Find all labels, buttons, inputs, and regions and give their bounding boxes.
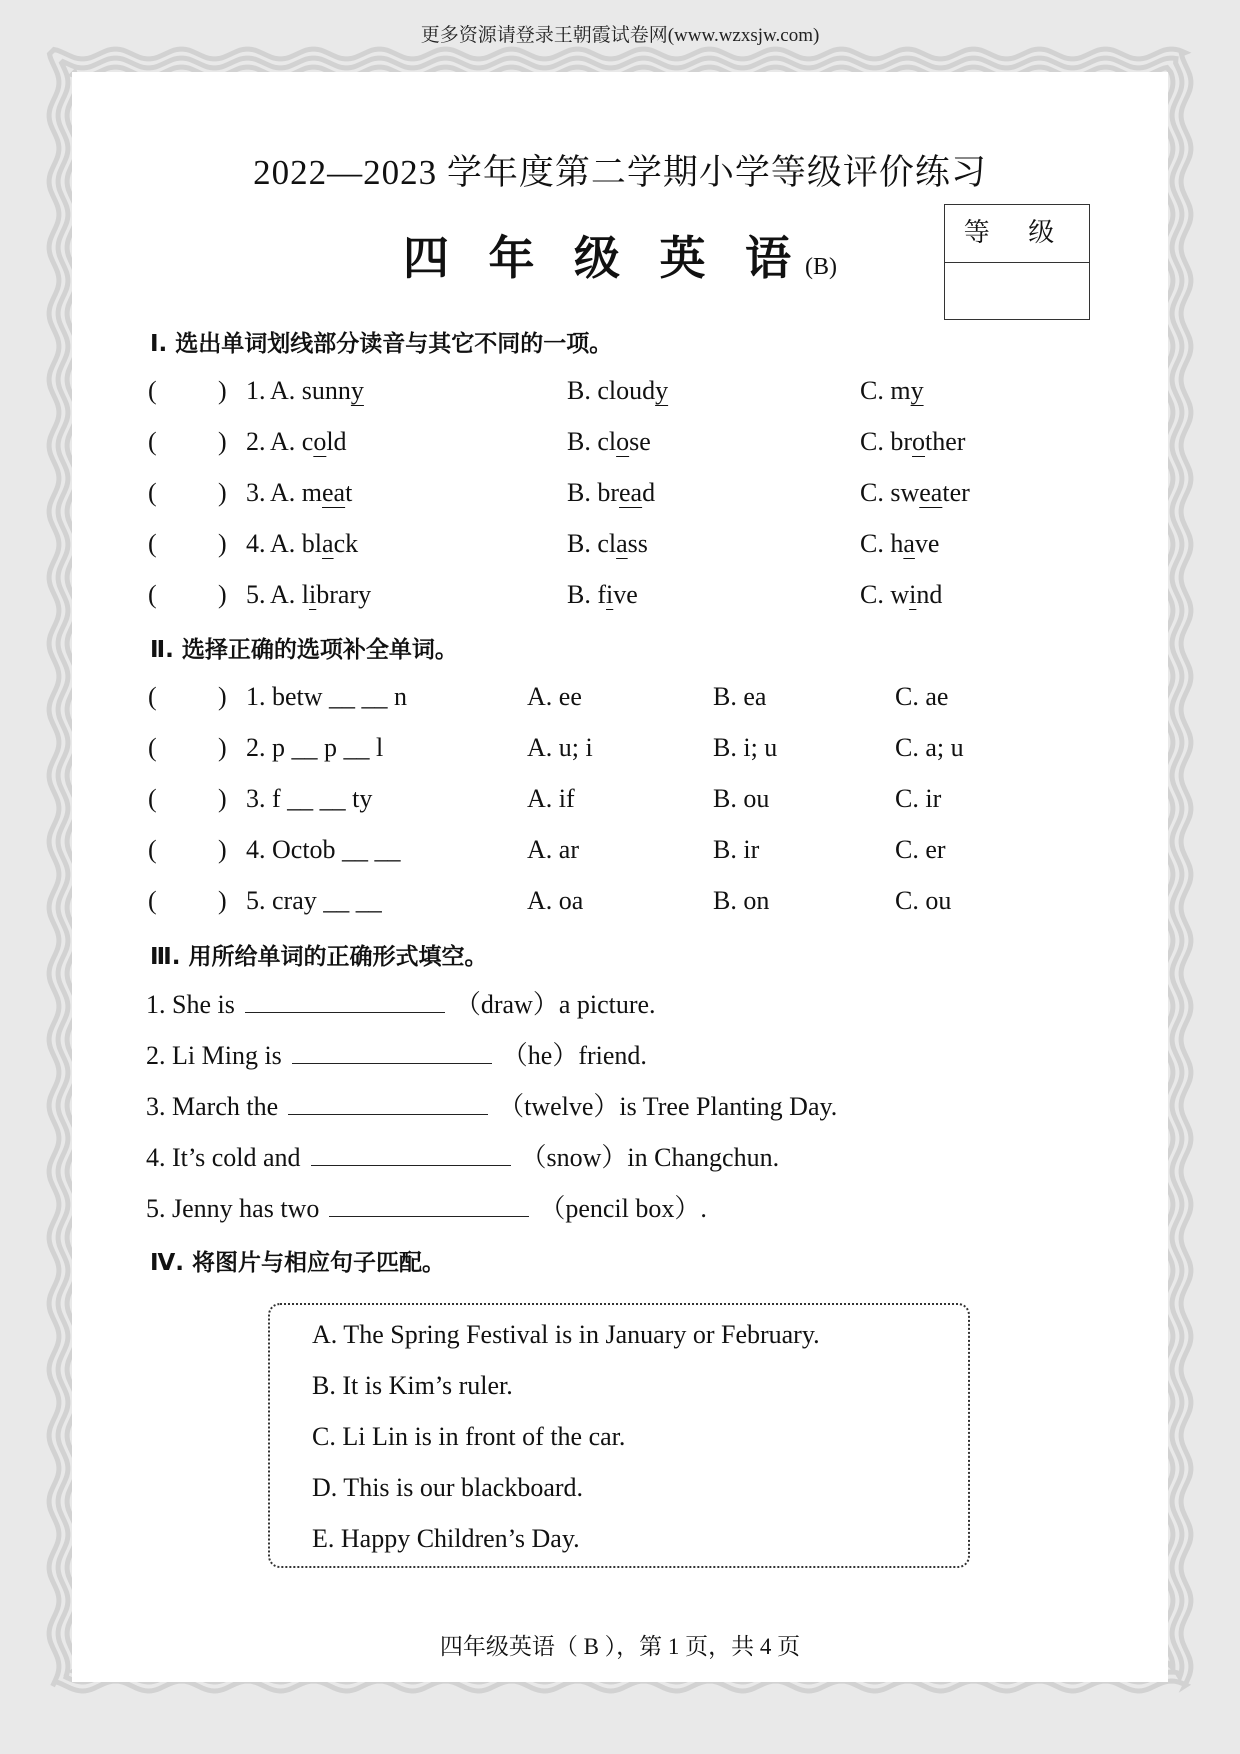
option-a: A. ee bbox=[527, 682, 582, 711]
fill-blank-question bbox=[146, 989, 656, 1020]
hint-text: （draw）a picture. bbox=[454, 990, 656, 1019]
option-b: B. ea bbox=[713, 682, 767, 711]
option-b: B. i; u bbox=[713, 733, 778, 762]
hint-text: （he）friend. bbox=[501, 1041, 647, 1070]
exam-title: 2022—2023 学年度第二学期小学等级评价练习 bbox=[253, 153, 987, 192]
answer-paren-open[interactable]: ( bbox=[148, 580, 157, 609]
option-letter: C. bbox=[860, 427, 884, 456]
option-c: C. er bbox=[895, 835, 946, 864]
option-letter: A. bbox=[270, 580, 296, 609]
section-heading: Ⅲ. 用所给单词的正确形式填空。 bbox=[150, 944, 488, 970]
section-heading: Ⅰ. 选出单词划线部分读音与其它不同的一项。 bbox=[150, 331, 613, 357]
word-part: f bbox=[597, 580, 607, 609]
underlined-letters: ea bbox=[619, 478, 643, 507]
word-part: c bbox=[301, 427, 314, 456]
question-word: 2. p __ p __ l bbox=[246, 733, 384, 762]
question-number: 3. bbox=[246, 478, 266, 507]
word-part: d bbox=[642, 478, 656, 507]
answer-paren-close[interactable]: ) bbox=[218, 835, 227, 864]
grade-label: 等 级 bbox=[945, 205, 1089, 263]
fill-blank-question bbox=[146, 1142, 779, 1173]
answer-paren-close[interactable]: ) bbox=[218, 733, 227, 762]
question-word: 3. f __ __ ty bbox=[246, 784, 373, 813]
answer-paren-close[interactable]: ) bbox=[218, 784, 227, 813]
word-part: nd bbox=[916, 580, 943, 609]
option-c: C. ou bbox=[895, 886, 952, 915]
option bbox=[567, 478, 655, 508]
answer-blank[interactable] bbox=[245, 989, 445, 1013]
option-letter: A. bbox=[270, 376, 296, 405]
word-part: cl bbox=[597, 427, 617, 456]
word-part: bl bbox=[301, 529, 323, 558]
option bbox=[567, 529, 648, 559]
answer-paren-close[interactable]: ) bbox=[218, 682, 227, 711]
option-letter: A. bbox=[270, 529, 296, 558]
fill-blank-question bbox=[146, 1091, 837, 1122]
answer-paren-open[interactable]: ( bbox=[148, 835, 157, 864]
option-letter: A. bbox=[270, 478, 296, 507]
question-number: 2. bbox=[246, 427, 266, 456]
answer-paren-close[interactable]: ) bbox=[218, 580, 227, 609]
answer-blank[interactable] bbox=[292, 1040, 492, 1064]
option bbox=[270, 427, 347, 457]
matching-sentence: B. It is Kim’s ruler. bbox=[312, 1371, 513, 1400]
answer-paren-open[interactable]: ( bbox=[148, 886, 157, 915]
question-number: 5. bbox=[246, 580, 266, 609]
question-word: 1. betw __ __ n bbox=[246, 682, 408, 711]
word-part: ve bbox=[914, 529, 940, 558]
question-text: 3. March the bbox=[146, 1092, 279, 1121]
option-a: A. if bbox=[527, 784, 575, 813]
word-part: brary bbox=[316, 580, 372, 609]
option-letter: C. bbox=[860, 580, 884, 609]
question-text: 1. She is bbox=[146, 990, 235, 1019]
hint-text: （snow）in Changchun. bbox=[520, 1143, 780, 1172]
underlined-letters: i bbox=[309, 580, 317, 609]
question-number: 1. bbox=[246, 376, 266, 405]
answer-paren-open[interactable]: ( bbox=[148, 784, 157, 813]
option bbox=[270, 580, 371, 610]
section-heading: Ⅳ. 将图片与相应句子匹配。 bbox=[150, 1250, 446, 1276]
grade-box bbox=[944, 204, 1090, 320]
option bbox=[860, 478, 970, 508]
option-a: A. oa bbox=[527, 886, 584, 915]
word-part: m bbox=[890, 376, 911, 405]
hint-text: （twelve）is Tree Planting Day. bbox=[498, 1092, 838, 1121]
answer-paren-close[interactable]: ) bbox=[218, 478, 227, 507]
option-letter: B. bbox=[567, 427, 591, 456]
question-text: 2. Li Ming is bbox=[146, 1041, 282, 1070]
option-c: C. ir bbox=[895, 784, 942, 813]
word-part: cloud bbox=[597, 376, 656, 405]
underlined-letters: a bbox=[903, 529, 915, 558]
option-letter: C. bbox=[860, 376, 884, 405]
word-part: ther bbox=[925, 427, 966, 456]
page-footer: 四年级英语（ B ），第 1 页，共 4 页 bbox=[439, 1634, 801, 1659]
matching-sentence: C. Li Lin is in front of the car. bbox=[312, 1422, 626, 1451]
option bbox=[270, 376, 364, 406]
option bbox=[567, 376, 668, 406]
word-part: cl bbox=[597, 529, 617, 558]
answer-paren-open[interactable]: ( bbox=[148, 529, 157, 558]
word-part: t bbox=[345, 478, 353, 507]
word-part: br bbox=[890, 427, 913, 456]
option-letter: C. bbox=[860, 478, 884, 507]
underlined-letters: y bbox=[655, 376, 669, 405]
answer-blank[interactable] bbox=[329, 1193, 529, 1217]
word-part: br bbox=[597, 478, 620, 507]
underlined-letters: a bbox=[616, 529, 628, 558]
answer-paren-open[interactable]: ( bbox=[148, 478, 157, 507]
option bbox=[567, 427, 651, 457]
matching-sentences-box bbox=[268, 1303, 970, 1568]
word-part: ve bbox=[613, 580, 638, 609]
word-part: ck bbox=[333, 529, 359, 558]
subject-title: 四 年 级 英 语 bbox=[403, 233, 805, 284]
option bbox=[860, 427, 965, 457]
hint-text: （pencil box）. bbox=[539, 1194, 707, 1223]
answer-paren-close[interactable]: ) bbox=[218, 529, 227, 558]
option bbox=[860, 529, 939, 559]
answer-paren-open[interactable]: ( bbox=[148, 427, 157, 456]
matching-sentence: D. This is our blackboard. bbox=[312, 1473, 584, 1502]
question-text: 4. It’s cold and bbox=[146, 1143, 301, 1172]
word-part: se bbox=[629, 427, 651, 456]
answer-paren-open[interactable]: ( bbox=[148, 682, 157, 711]
option bbox=[270, 478, 352, 508]
fill-blank-question bbox=[146, 1193, 707, 1224]
answer-blank[interactable] bbox=[311, 1142, 511, 1166]
underlined-letters: a bbox=[322, 529, 334, 558]
watermark-header: 更多资源请登录王朝霞试卷网(www.wzxsjw.com) bbox=[420, 25, 820, 46]
question-text: 5. Jenny has two bbox=[146, 1194, 320, 1223]
matching-sentence: E. Happy Children’s Day. bbox=[312, 1524, 580, 1553]
option-letter: B. bbox=[567, 478, 591, 507]
option bbox=[860, 376, 924, 406]
option-c: C. ae bbox=[895, 682, 949, 711]
word-part: ld bbox=[326, 427, 347, 456]
option-c: C. a; u bbox=[895, 733, 964, 762]
option bbox=[567, 580, 638, 610]
word-part: l bbox=[301, 580, 310, 609]
option-letter: A. bbox=[270, 427, 296, 456]
answer-paren-close[interactable]: ) bbox=[218, 427, 227, 456]
underlined-letters: o bbox=[616, 427, 630, 456]
answer-paren-open[interactable]: ( bbox=[148, 733, 157, 762]
option-b: B. ou bbox=[713, 784, 770, 813]
question-word: 5. cray __ __ bbox=[246, 886, 382, 915]
answer-paren-close[interactable]: ) bbox=[218, 886, 227, 915]
word-part: ss bbox=[627, 529, 648, 558]
underlined-letters: i bbox=[909, 580, 917, 609]
fill-blank-question bbox=[146, 1040, 647, 1071]
option-b: B. ir bbox=[713, 835, 760, 864]
option-a: A. ar bbox=[527, 835, 579, 864]
option-letter: B. bbox=[567, 376, 591, 405]
word-part: m bbox=[301, 478, 323, 507]
paper-variant: (B) bbox=[805, 254, 837, 280]
option bbox=[860, 580, 942, 610]
section-heading: Ⅱ. 选择正确的选项补全单词。 bbox=[150, 637, 458, 663]
answer-blank[interactable] bbox=[288, 1091, 488, 1115]
underlined-letters: y bbox=[910, 376, 924, 405]
word-part: h bbox=[890, 529, 904, 558]
word-part: sunn bbox=[301, 376, 351, 405]
underlined-letters: ea bbox=[919, 478, 943, 507]
option-letter: B. bbox=[567, 580, 591, 609]
option-b: B. on bbox=[713, 886, 770, 915]
underlined-letters: i bbox=[606, 580, 614, 609]
word-part: sw bbox=[890, 478, 920, 507]
option-a: A. u; i bbox=[527, 733, 593, 762]
underlined-letters: o bbox=[313, 427, 327, 456]
word-part: ter bbox=[942, 478, 970, 507]
option-letter: C. bbox=[860, 529, 884, 558]
underlined-letters: ea bbox=[322, 478, 346, 507]
answer-paren-open[interactable]: ( bbox=[148, 376, 157, 405]
question-number: 4. bbox=[246, 529, 266, 558]
word-part: w bbox=[890, 580, 910, 609]
answer-paren-close[interactable]: ) bbox=[218, 376, 227, 405]
underlined-letters: y bbox=[350, 376, 364, 405]
matching-sentence: A. The Spring Festival is in January or February. bbox=[312, 1320, 820, 1349]
question-word: 4. Octob __ __ bbox=[246, 835, 401, 864]
underlined-letters: o bbox=[912, 427, 926, 456]
option-letter: B. bbox=[567, 529, 591, 558]
option bbox=[270, 529, 358, 559]
